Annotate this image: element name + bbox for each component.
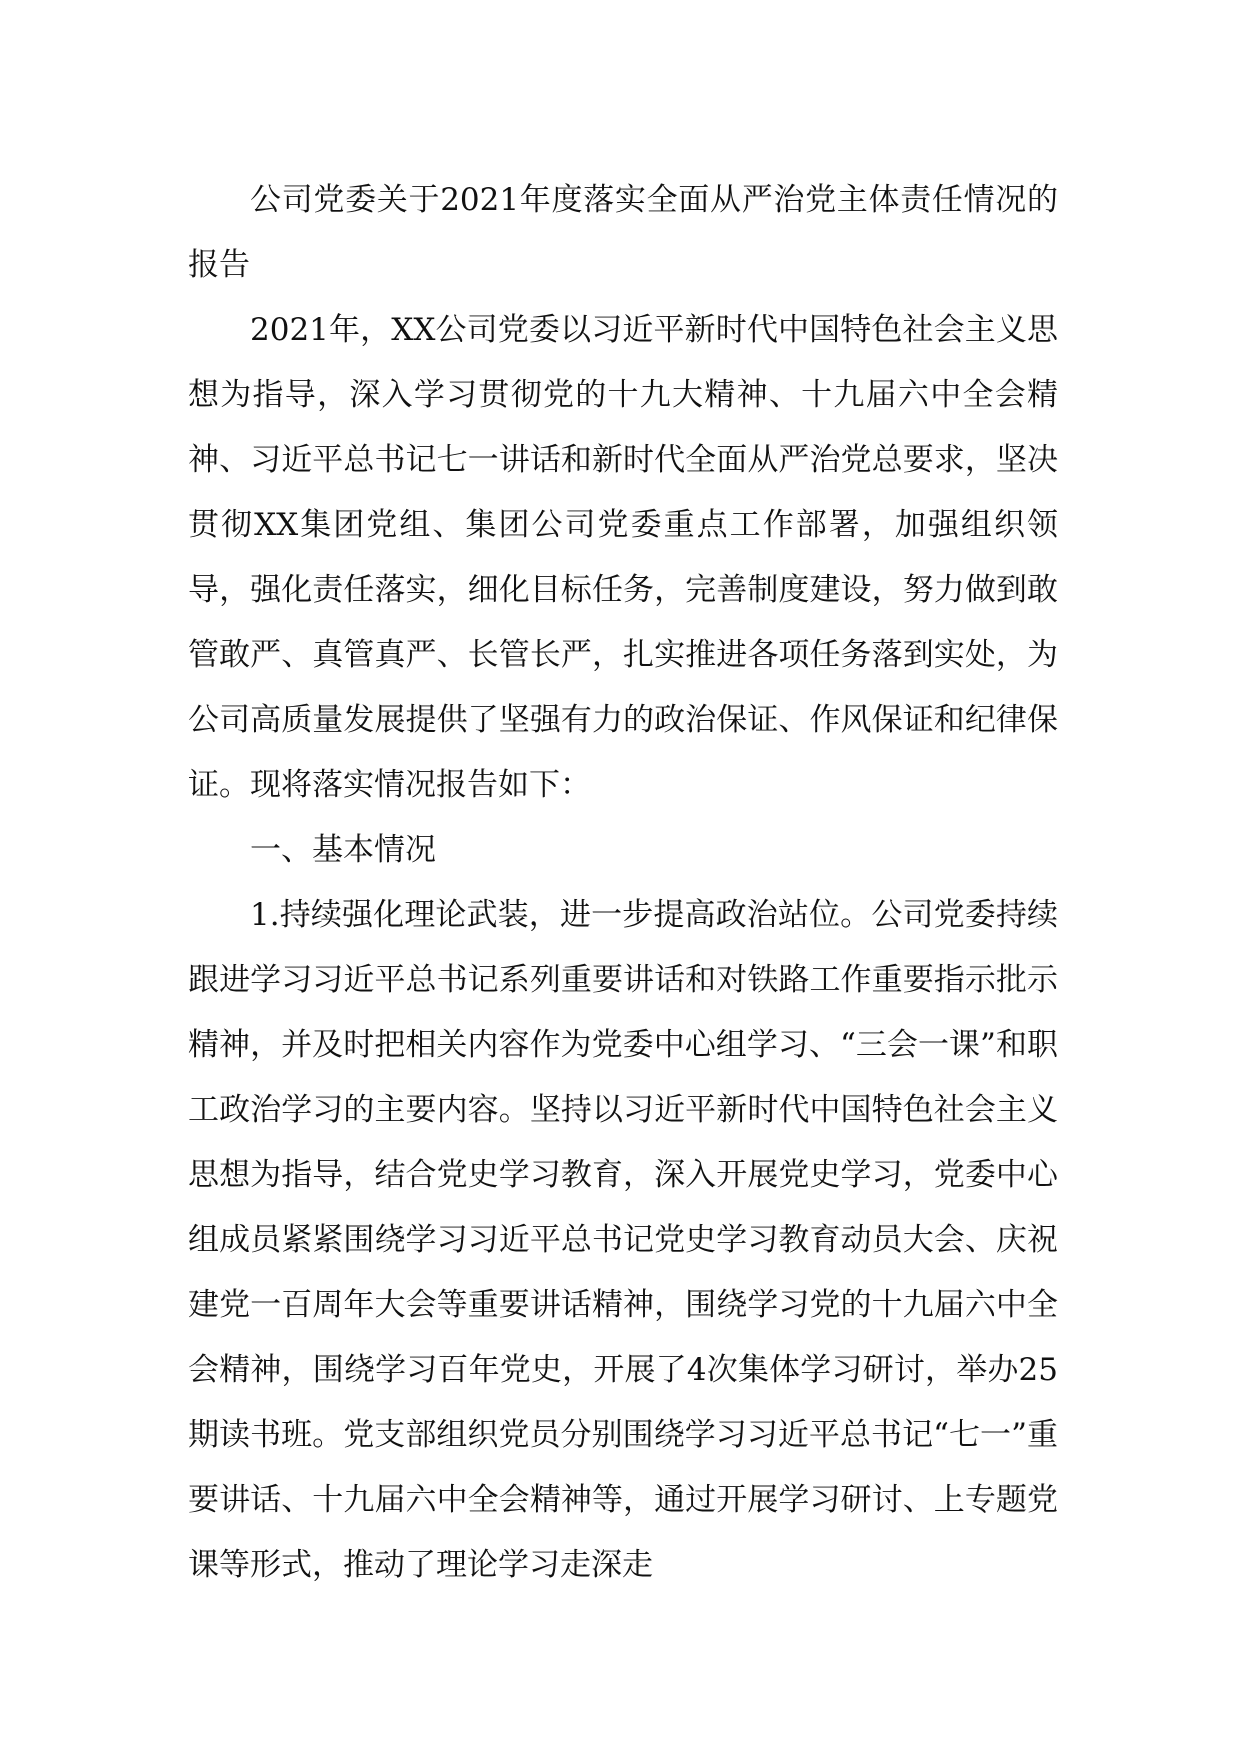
section-heading: 一、基本情况 bbox=[250, 832, 436, 868]
section-1-paragraph: 1.持续强化理论武装，进一步提高政治站位。公司党委持续跟进学习习近平总书记系列重要讲话和对铁路工作重要指示批示精神，并及时把相关内容作为党委中心组学习、“三会一课”和职工政治学习的主要内容。坚持以习近平新时代中国特色社会主义思想为指导，结合党史学习教育，深入开展党史学习，党委中心组成员紧紧围绕学习习近平总书记党史学习教育动员大会、庆祝建党一百周年大会等重要讲话精神，围绕学习党的十九届六中全会精神，围绕学习百年党史，开展了4次集体学习研讨，举办25期读书班。党支部组织党员分别围绕学习习近平总书记“七一”重要讲话、十九届六中全会精神等，通过开展学习研讨、上专题党课等形式，推动了理论学习走深走 bbox=[188, 897, 1058, 1583]
document-title: 公司党委关于2021年度落实全面从严治党主体责任情况的报告 bbox=[188, 182, 1058, 283]
intro-paragraph: 2021年，XX公司党委以习近平新时代中国特色社会主义思想为指导，深入学习贯彻党的十九大精神、十九届六中全会精神、习近平总书记七一讲话和新时代全面从严治党总要求，坚决贯彻XX集团党组、集团公司党委重点工作部署，加强组织领导，强化责任落实，细化目标任务，完善制度建设，努力做到敢管敢严、真管真严、长管长严，扎实推进各项任务落到实处，为公司高质量发展提供了坚强有力的政治保证、作风保证和纪律保证。现将落实情况报告如下： bbox=[188, 312, 1058, 803]
document-body bbox=[188, 168, 1058, 1598]
